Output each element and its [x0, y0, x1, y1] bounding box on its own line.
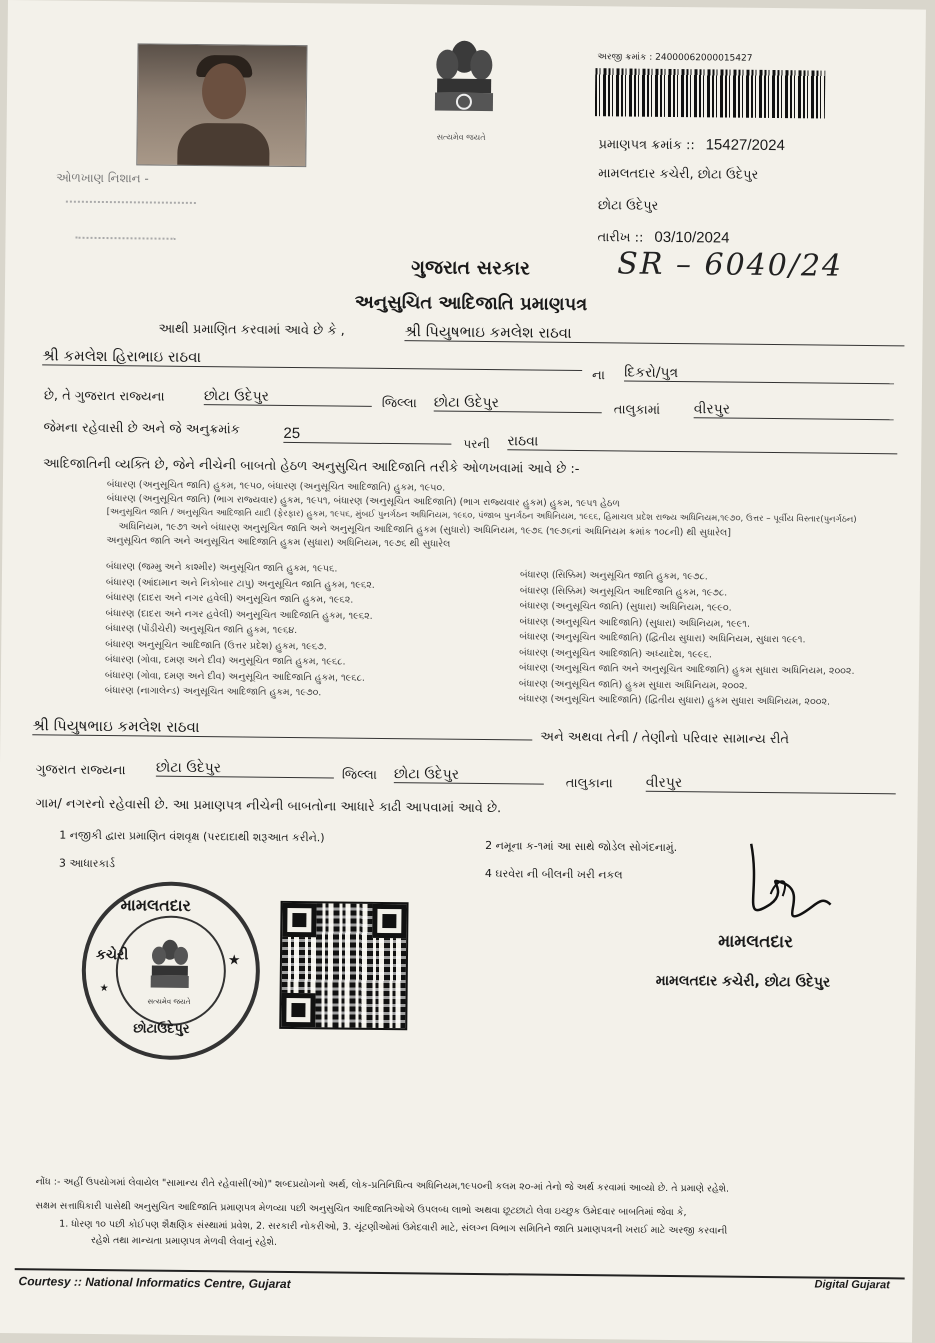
seal-top-text: મામલતદાર	[120, 895, 191, 915]
seal-emblem-icon	[146, 937, 195, 999]
taluka-label: તાલુકામાં	[613, 402, 661, 418]
order-left-item: બંધારણ (દાદરા અને નગર હવેલી) અનુસૂચિત જાતિ હુકમ, ૧૯૬૨.	[105, 592, 354, 606]
state-prefix-2: ગુજરાત રાજ્યના	[35, 762, 126, 779]
district-value-1b: છોટા ઉદેપુર	[156, 760, 334, 779]
taluka-value-2: વીરપુર	[646, 775, 896, 795]
order-left-item: બંધારણ (ગોવા, દમણ અને દીવ) અનુસૂચિત જાતિ હુકમ, ૧૯૬૮.	[105, 654, 346, 668]
par-label: પરની	[463, 436, 490, 452]
recognition-line: આદિજાતિની વ્યક્તિ છે, જેને નીચેની બાબતો હેઠળ અનુસુચિત આદિજાતિ તરીકે ઓળખવામાં આવે છે :-	[43, 456, 580, 478]
note-line: સક્ષમ સત્તાધિકારી પાસેથી અનુસુચિત આદિજાતિ પ્રમાણપત્ર મેળવ્યા પછી અનુસુચિત આદિજાતિઓએ ઉપલબ્ધ લાભો અથવા છૂટછાટો લેવા ઇચ્છુક ઉમેદવાર બાબતિમાં જેવા કે,	[35, 1200, 687, 1219]
document-item: 3 આધારકાર્ડ	[58, 856, 116, 871]
order-right-item: બંધારણ (અનુસૂચિત જાતિ અને અનુસૂચિત આદિજાતિ) હુકમ સુધારા અધિનિયમ, ૨૦૦૨.	[518, 662, 855, 677]
seal-middle-text: કચેરી	[95, 946, 129, 964]
order-line: બંધારણ (અનુસૂચિત જાતિ) (ભાગ રાજ્યવાર) હુકમ, ૧૯૫૧, બંધારણ (અનુસૂચિત આદિજાતિ) (ભાગ રાજ્યવાર હુકમ) હુકમ, ૧૯૫૧ હેઠળ	[106, 493, 620, 510]
faded-line-3	[76, 237, 176, 240]
holder-name-repeat: શ્રી પિયુષભાઇ કમલેશ રાઠવા	[32, 716, 532, 740]
order-left-item: બંધારણ (આંદામાન અને નિકોબાર ટાપુ) અનુસૂચિત જાતિ હુકમ, ૧૯૬૨.	[105, 576, 375, 591]
handwritten-register-number: SR – 6040/24	[617, 246, 844, 284]
faded-line-2	[66, 201, 196, 204]
district-label: જિલ્લા	[381, 395, 417, 412]
order-right-item: બંધારણ (સિક્કિમ) અનુસૂચિત આદિજાતિ હુકમ, ૧૯૭૮.	[519, 584, 728, 599]
barcode	[595, 68, 825, 118]
order-line: અધિનિયમ, ૧૯૭૧ અને બંધારણ અનુસૂચિત જાતિ અને અનુસૂચિત આદિજાતિ હુકમ (સુધારો) અધિનિયમ, ૧૯૭૬ (૧૯૭૬નાં અધિનિયમ ક્રમાંક ૧૦૮ની) થી સુધારેલ]	[118, 521, 732, 539]
order-left-item: બંધારણ (પોંડીચેરી) અનુસૂચિત જાતિ હુકમ, ૧૯૬૪.	[105, 623, 298, 637]
application-number: અરજી ક્રમાંક : 24000062000015427	[597, 52, 753, 64]
document-item: 1 નજીકી દ્વારા પ્રમાણિત વંશવૃક્ષ (પરદાદાથી શરૂઆત કરીને.)	[59, 828, 325, 845]
certificate-number-label: પ્રમાણપત્ર ક્રમાંક ::	[598, 137, 695, 154]
district-value-2: છોટા ઉદેપુર	[434, 394, 602, 413]
document-item: 2 નમૂના ક-૧માં આ સાથે જોડેલ સોગંદનામું.	[485, 839, 678, 855]
order-line: બંધારણ (અનુસૂચિત જાતિ) હુકમ, ૧૯૫૦, બંધારણ (અનુસૂચિત આદિજાતિ) હુકમ, ૧૯૫૦.	[106, 479, 446, 494]
district-value-2b: છોટા ઉદેપુર	[394, 766, 544, 785]
orders-right-list	[519, 569, 856, 712]
signature-icon	[730, 834, 841, 935]
verification-qr-code[interactable]	[279, 901, 408, 1030]
village-line: ગામ/ નગરનો રહેવાસી છે. આ પ્રમાણપત્ર નીચેની બાબતોના આધારે કાઢી આપવામાં આવે છે.	[35, 796, 502, 817]
order-right-item: બંધારણ (અનુસૂચિત આદિજાતિ) (સુધારા) અધિનિયમ, ૧૯૯૧.	[519, 615, 751, 630]
tribe-name: રાઠવા	[507, 433, 897, 454]
order-right-item: બંધારણ (અનુસૂચિત આદિજાતિ) (દ્વિતીય સુધારા) હુકમ સુધારા અધિનિયમ, ૨૦૦૨.	[518, 693, 831, 708]
date-label: તારીખ ::	[597, 230, 644, 246]
order-right-item: બંધારણ (અનુસૂચિત આદિજાતિ) અધ્યાદેશ, ૧૯૯૬.	[519, 646, 712, 660]
holder-name: શ્રી પિયુષભાઇ કમલેશ રાઠવા	[404, 322, 904, 346]
taluka-label-2: તાલુકાના	[565, 775, 613, 792]
order-line: અનુસૂચિત જાતિ અને અનુસૂચિત આદિજાતિ હુકમ (સુધારા) અધિનિયમ, ૧૯૭૬ થી સુધારેલ	[106, 535, 451, 550]
intro-text: આથી પ્રમાણિત કરવામાં આવે છે કે ,	[158, 321, 345, 339]
seal-motto: સત્યમેવ જયતે	[147, 997, 191, 1006]
order-right-item: બંધારણ (અનુસૂચિત આદિજાતિ) (દ્વિતીય સુધારા) અધિનિયમ, સુધારા ૧૯૯૧.	[519, 631, 806, 646]
order-left-item: બંધારણ (જમ્મુ અને કાશ્મીર) અનુસૂચિત જાતિ હુકમ, ૧૯૫૬.	[106, 561, 338, 575]
faded-line-1: ઓળખાણ નિશાન -	[56, 170, 149, 186]
footer-brand: Digital Gujarat	[814, 1278, 890, 1292]
national-emblem-icon	[425, 34, 504, 145]
applicant-photo	[136, 43, 307, 167]
order-left-item: બંધારણ (નાગાલેન્ડ) અનુસૂચિત આદિજાતિ હુકમ, ૧૯૭૦.	[104, 685, 322, 699]
footer-courtesy: Courtesy :: National Informatics Centre, Gujarat	[18, 1274, 291, 1292]
family-line: અને અથવા તેની / તેણીનો પરિવાર સામાન્ય રીતે	[540, 729, 790, 748]
note-line: નોંધ :- અહીં ઉપયોગમાં લેવાયેલ "સામાન્ય રીતે રહેવાસી(ઓ)" શબ્દપ્રયોગનો અર્થ, લોક-પ્રતિનિધિત્વ અધિનિયમ,૧૯૫૦ની કલમ ૨૦-માં તેનો જે અર્થ કરવામાં આવ્યો છે. તે પ્રમાણે રહેશે.	[35, 1176, 730, 1195]
taluka-value: વીરપુર	[694, 401, 894, 420]
certificate-number: 15427/2024	[705, 136, 785, 155]
document-item: 4 ઘરવેરા ની બીલની ખરી નકલ	[484, 867, 623, 882]
seal-bottom-text: છોટાઉદેપુર	[133, 1021, 190, 1037]
father-name: શ્રી કમલેશ હિરાભાઇ રાઠવા	[42, 346, 582, 371]
signatory-designation: મામલતદાર	[718, 931, 794, 953]
order-left-item: બંધારણ (દાદરા અને નગર હવેલી) અનુસૂચિત આદિજાતિ હુકમ, ૧૯૬૨.	[105, 607, 373, 622]
na-label: ના	[592, 368, 606, 384]
order-left-item: બંધારણ અનુસૂચિત આદિજાતિ (ઉત્તર પ્રદેશ) હુકમ, ૧૯૬૭.	[105, 638, 327, 652]
district-label-2: જિલ્લા	[341, 767, 377, 783]
government-title: ગુજરાત સરકાર	[411, 256, 530, 280]
star-icon: ★	[99, 983, 109, 995]
emblem-caption: સત્યમેવ જયતે	[436, 132, 486, 143]
signatory-office: મામલતદાર કચેરી, છોટા ઉદેપુર	[655, 972, 831, 991]
order-right-item: બંધારણ (સિક્કિમ) અનુસૂચિત જાતિ હુકમ, ૧૯૭૮.	[519, 569, 708, 583]
star-icon: ★	[227, 952, 241, 969]
office-seal	[81, 881, 261, 1061]
orders-left-list	[105, 561, 375, 703]
state-prefix: છે, તે ગુજરાત રાજ્યના	[43, 388, 165, 405]
order-left-item: બંધારણ (ગોવા, દમણ અને દીવ) અનુસૂચિત આદિજાતિ હુકમ, ૧૯૬૮.	[104, 669, 365, 684]
order-right-item: બંધારણ (અનુસૂચિત જાતિ) (સુધારા) અધિનિયમ, ૧૯૯૦.	[519, 600, 732, 614]
order-right-item: બંધારણ (અનુસૂચિત જાતિ) હુકમ સુધારા અધિનિયમ, ૨૦૦૨.	[518, 677, 748, 692]
issue-date: 03/10/2024	[654, 228, 730, 247]
note-line: 1. ધોરણ ૧૦ પછી કોઈપણ શૈક્ષણિક સંસ્થામાં પ્રવેશ, 2. સરકારી નોકરીઓ, 3. ચૂંટણીઓમાં ઉમેદવારી માટે, સંલગ્ન વિભાગ સમિતિને જાતિ પ્રમાણપત્રની ખરાઈ માટે અરજી કરવાની	[59, 1218, 728, 1237]
serial-number: 25	[283, 425, 451, 445]
note-line: રહેશે તથા માન્યતા પ્રમાણપત્ર મેળવી લેવાનું રહેશે.	[90, 1234, 278, 1248]
office-line-2: છોટા ઉદેપુર	[597, 198, 659, 214]
relation: દિકરો/પુત્ર	[624, 364, 894, 384]
office-line-1: મામલતદાર કચેરી, છોટા ઉદેપુર	[598, 166, 759, 183]
order-line: [અનુસૂચિત જાતિ / અનુસૂચિત આદિજાતિ યાદી (ફેરફાર) હુકમ, ૧૯૫૬, મુંબઈ પુનર્ગઠન અધિનિયમ, ૧૯૬૦, પંજાબ પુનર્ગઠન અધિનિયમ, ૧૯૬૬, હિમાચલ પ્રદેશ રાજ્ય અધિનિયમ,૧૯૭૦, ઉત્તર – પૂર્વીય વિસ્તાર(પુનર્ગઠન)	[106, 507, 857, 525]
resident-line: જેમના રહેવાસી છે અને જે અનુક્રમાંક	[43, 420, 240, 438]
district-value-1: છોટા ઉદેપુર	[204, 388, 372, 407]
certificate-title: અનુસુચિત આદિજાતિ પ્રમાણપત્ર	[354, 291, 588, 316]
